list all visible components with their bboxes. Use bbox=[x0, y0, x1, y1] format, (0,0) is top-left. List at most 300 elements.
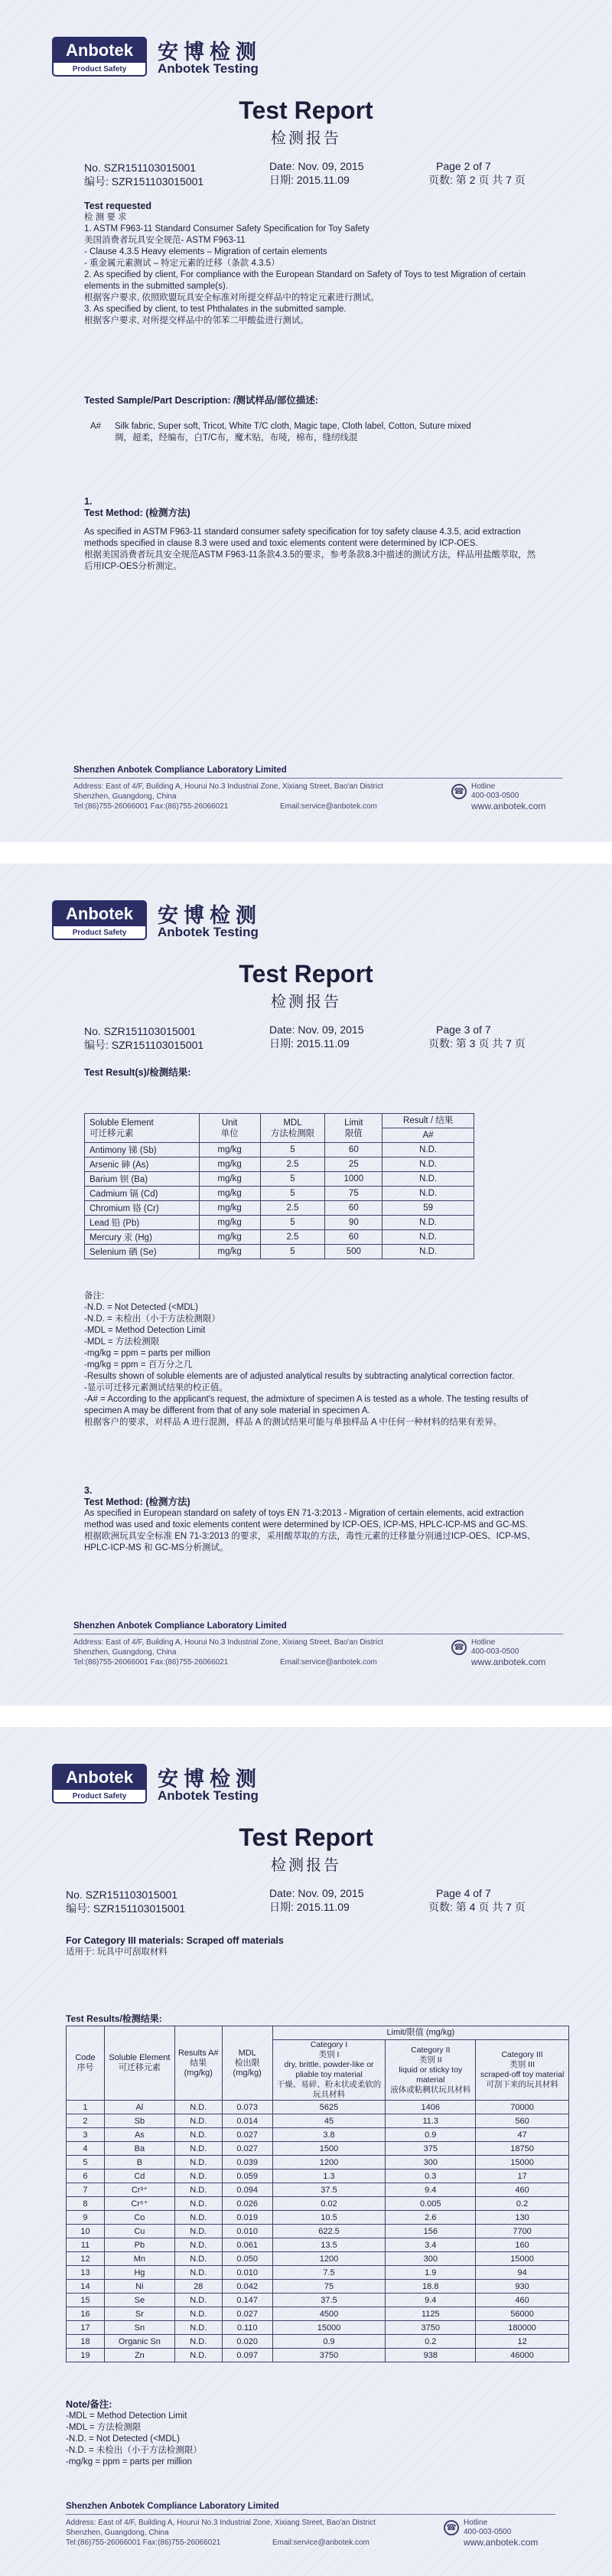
footer-website: www.anbotek.com bbox=[471, 801, 546, 811]
table-row bbox=[67, 2335, 569, 2349]
cell-code: 10 bbox=[67, 2225, 105, 2238]
cell-category-3-limit: 180000 bbox=[476, 2321, 569, 2335]
cell-result: 59 bbox=[382, 1201, 474, 1216]
report-subtitle: 检测报告 bbox=[271, 994, 341, 1010]
test-method-text-cn: 根据欧洲玩具安全标准 EN 71-3:2013 的要求，采用酸萃取的方法，毒性元素的迁移量分别通过ICP-OES、ICP-MS、HPLC-ICP-MS 和 GC-MS分析测试。 bbox=[84, 1532, 536, 1552]
table-row bbox=[67, 2170, 569, 2183]
test-method-3-section bbox=[84, 1485, 543, 1554]
test-requested-section bbox=[84, 201, 543, 327]
page-number-en: Page 4 of 7 bbox=[436, 1887, 491, 1899]
cell-category-1-limit: 37.5 bbox=[272, 2183, 386, 2197]
footer-website: www.anbotek.com bbox=[471, 1657, 546, 1667]
cell-category-1-limit: 0.9 bbox=[272, 2335, 386, 2349]
cell-category-2-limit: 11.3 bbox=[386, 2114, 476, 2128]
cell-unit: mg/kg bbox=[199, 1187, 260, 1201]
col-mdl: MDL 方法检测限 bbox=[260, 1114, 325, 1143]
cell-result: N.D. bbox=[174, 2238, 222, 2252]
test-method-section bbox=[84, 496, 543, 573]
cell-limit: 25 bbox=[325, 1157, 382, 1172]
cell-mdl: 2.5 bbox=[260, 1201, 325, 1216]
cell-category-2-limit: 9.4 bbox=[386, 2183, 476, 2197]
phone-icon: ☎ bbox=[444, 2520, 459, 2535]
anbotek-logo bbox=[52, 1764, 147, 1804]
cell-category-2-limit: 2.6 bbox=[386, 2211, 476, 2225]
footer-tel-fax: Tel:(86)755-26066001 Fax:(86)755-26066021 bbox=[66, 2538, 221, 2547]
cell-code: 4 bbox=[67, 2142, 105, 2156]
report-number-en: No. SZR151103015001 bbox=[84, 162, 197, 174]
results-table-caption: Test Results/检测结果: bbox=[66, 2013, 162, 2024]
cell-mdl: 0.147 bbox=[222, 2294, 272, 2307]
table-row bbox=[67, 2183, 569, 2197]
brand-name-cn: 安博检测 bbox=[158, 1768, 262, 1791]
notes-section bbox=[84, 1291, 543, 1428]
cell-result: 28 bbox=[174, 2280, 222, 2294]
report-title: Test Report bbox=[239, 96, 373, 124]
request-3: 3. As specified by client, to test Phthalates in the submitted sample. bbox=[84, 305, 347, 314]
cell-element: Hg bbox=[104, 2266, 174, 2280]
cell-category-3-limit: 560 bbox=[476, 2114, 569, 2128]
cell-code: 7 bbox=[67, 2183, 105, 2197]
cell-element: Sr bbox=[104, 2307, 174, 2321]
col-soluble-element: Soluble Element 可迁移元素 bbox=[85, 1114, 200, 1143]
logo-subtitle: Product Safety bbox=[54, 1790, 145, 1804]
cell-category-2-limit: 18.8 bbox=[386, 2280, 476, 2294]
cell-category-2-limit: 9.4 bbox=[386, 2294, 476, 2307]
table-row bbox=[85, 1157, 474, 1172]
page-number-cn: 页数: 第 3 页 共 7 页 bbox=[428, 1037, 526, 1050]
logo-subtitle: Product Safety bbox=[54, 926, 145, 940]
cell-code: 5 bbox=[67, 2156, 105, 2170]
table-row bbox=[67, 2142, 569, 2156]
cell-element: B bbox=[104, 2156, 174, 2170]
cell-element: Ni bbox=[104, 2280, 174, 2294]
sample-description bbox=[115, 421, 543, 444]
cell-limit: 60 bbox=[325, 1201, 382, 1216]
cell-category-1-limit: 3750 bbox=[272, 2349, 386, 2362]
cell-code: 11 bbox=[67, 2238, 105, 2252]
cell-category-1-limit: 15000 bbox=[272, 2321, 386, 2335]
soluble-elements-table bbox=[84, 1113, 474, 1259]
cell-element: Al bbox=[104, 2101, 174, 2114]
cell-category-3-limit: 0.2 bbox=[476, 2197, 569, 2211]
table-row bbox=[85, 1216, 474, 1230]
sample-description-cn: 绸，超柔，经编布，白T/C布，魔术贴，布唛，棉布，缝纫线混 bbox=[115, 433, 358, 442]
table-row bbox=[67, 2128, 569, 2142]
note-line: -mg/kg = ppm = parts per million bbox=[66, 2457, 192, 2467]
cell-result: N.D. bbox=[382, 1157, 474, 1172]
table-row bbox=[67, 2197, 569, 2211]
footer-address-city: Shenzhen, Guangdong, China bbox=[66, 2529, 169, 2537]
footer-hotline-label: Hotline bbox=[464, 2519, 488, 2527]
notes-heading: Note/备注: bbox=[66, 2399, 112, 2410]
report-number-cn: 编号: SZR151103015001 bbox=[66, 1902, 186, 1915]
test-method-heading: Test Method: (检测方法) bbox=[84, 1497, 190, 1507]
cell-element: Cu bbox=[104, 2225, 174, 2238]
cell-category-3-limit: 70000 bbox=[476, 2101, 569, 2114]
report-date-cn: 日期: 2015.11.09 bbox=[269, 1901, 350, 1913]
cell-code: 16 bbox=[67, 2307, 105, 2321]
sample-description-en: Silk fabric, Super soft, Tricot, White T/C cloth, Magic tape, Cloth label, Cotton, Suture mixed bbox=[115, 422, 471, 431]
cell-mdl: 0.027 bbox=[222, 2128, 272, 2142]
cell-result: N.D. bbox=[382, 1230, 474, 1245]
cell-result: N.D. bbox=[382, 1245, 474, 1259]
cell-result: N.D. bbox=[174, 2101, 222, 2114]
cell-mdl: 0.050 bbox=[222, 2252, 272, 2266]
method-number: 1. bbox=[84, 496, 93, 507]
cell-result: N.D. bbox=[174, 2252, 222, 2266]
anbotek-logo bbox=[52, 37, 147, 77]
col-limit: Limit 限值 bbox=[325, 1114, 382, 1143]
cell-limit: 75 bbox=[325, 1187, 382, 1201]
report-number-cn: 编号: SZR151103015001 bbox=[84, 1039, 204, 1051]
cell-result: N.D. bbox=[382, 1143, 474, 1157]
cell-limit: 60 bbox=[325, 1230, 382, 1245]
cell-limit: 60 bbox=[325, 1143, 382, 1157]
soluble-elements-rows bbox=[85, 1143, 474, 1259]
report-date-cn: 日期: 2015.11.09 bbox=[269, 174, 350, 186]
logo-name: Anbotek bbox=[66, 1768, 133, 1787]
cell-code: 1 bbox=[67, 2101, 105, 2114]
cell-mdl: 0.010 bbox=[222, 2266, 272, 2280]
cell-result: N.D. bbox=[174, 2266, 222, 2280]
col-result: Result / 结果 A# bbox=[382, 1114, 474, 1143]
cell-unit: mg/kg bbox=[199, 1216, 260, 1230]
cell-category-3-limit: 17 bbox=[476, 2170, 569, 2183]
cell-mdl: 2.5 bbox=[260, 1157, 325, 1172]
cell-unit: mg/kg bbox=[199, 1230, 260, 1245]
note-line: -N.D. = Not Detected (<MDL) bbox=[66, 2434, 180, 2444]
cell-result: N.D. bbox=[174, 2294, 222, 2307]
cell-code: 8 bbox=[67, 2197, 105, 2211]
col-category-1: Category I 类别 I dry, brittle, powder-like or pliable toy material 干燥、易碎、粉末状或柔软的玩具材料 bbox=[272, 2040, 386, 2101]
test-method-heading: Test Method: (检测方法) bbox=[84, 508, 190, 518]
cell-result: N.D. bbox=[174, 2307, 222, 2321]
cell-mdl: 5 bbox=[260, 1187, 325, 1201]
table-header-row bbox=[85, 1114, 474, 1143]
request-2-cn: 根据客户要求, 依照欧盟玩具安全标准对所提交样品中的特定元素进行测试。 bbox=[84, 293, 379, 302]
footer-tel-fax: Tel:(86)755-26066001 Fax:(86)755-26066021 bbox=[73, 802, 229, 811]
report-date-en: Date: Nov. 09, 2015 bbox=[269, 1024, 364, 1036]
cell-category-2-limit: 1.9 bbox=[386, 2266, 476, 2280]
cell-code: 6 bbox=[67, 2170, 105, 2183]
cell-element: Organic Sn bbox=[104, 2335, 174, 2349]
cell-mdl: 0.010 bbox=[222, 2225, 272, 2238]
anbotek-logo bbox=[52, 900, 147, 940]
report-subtitle: 检测报告 bbox=[271, 130, 341, 147]
cell-result: N.D. bbox=[174, 2114, 222, 2128]
col-code: Code 序号 bbox=[67, 2026, 105, 2101]
cell-code: 18 bbox=[67, 2335, 105, 2349]
footer-lab-name: Shenzhen Anbotek Compliance Laboratory Limited bbox=[73, 766, 287, 775]
cell-category-3-limit: 130 bbox=[476, 2211, 569, 2225]
note-line: -mg/kg = ppm = 百万分之几 bbox=[84, 1360, 193, 1370]
note-line: -MDL = 方法检测限 bbox=[66, 2423, 142, 2432]
cell-category-1-limit: 1200 bbox=[272, 2156, 386, 2170]
cell-category-3-limit: 12 bbox=[476, 2335, 569, 2349]
logo-name: Anbotek bbox=[66, 904, 133, 923]
note-line: -N.D. = 未检出（小于方法检测限） bbox=[66, 2446, 202, 2455]
footer-address-city: Shenzhen, Guangdong, China bbox=[73, 1648, 177, 1657]
cell-category-2-limit: 3750 bbox=[386, 2321, 476, 2335]
cell-mdl: 0.061 bbox=[222, 2238, 272, 2252]
cell-mdl: 0.094 bbox=[222, 2183, 272, 2197]
cell-element: Cr⁶⁺ bbox=[104, 2197, 174, 2211]
cell-category-3-limit: 460 bbox=[476, 2294, 569, 2307]
footer-lab-name: Shenzhen Anbotek Compliance Laboratory Limited bbox=[66, 2502, 279, 2511]
cell-result: N.D. bbox=[174, 2225, 222, 2238]
cell-category-1-limit: 10.5 bbox=[272, 2211, 386, 2225]
cell-mdl: 5 bbox=[260, 1172, 325, 1187]
note-line: -Results shown of soluble elements are of adjusted analytical results by subtracting analytical correction factor. bbox=[84, 1372, 515, 1381]
col-results: Results A# 结果 (mg/kg) bbox=[174, 2026, 222, 2101]
note-line: -N.D. = 未检出（小于方法检测限） bbox=[84, 1314, 220, 1324]
cell-mdl: 0.014 bbox=[222, 2114, 272, 2128]
cell-category-1-limit: 3.8 bbox=[272, 2128, 386, 2142]
table-row bbox=[67, 2156, 569, 2170]
cell-mdl: 0.110 bbox=[222, 2321, 272, 2335]
cell-result: N.D. bbox=[174, 2349, 222, 2362]
cell-unit: mg/kg bbox=[199, 1172, 260, 1187]
page-number-en: Page 3 of 7 bbox=[436, 1024, 491, 1036]
cell-element: Chromium 铬 (Cr) bbox=[85, 1201, 200, 1216]
brand-name-cn: 安博检测 bbox=[158, 41, 262, 64]
cell-category-3-limit: 930 bbox=[476, 2280, 569, 2294]
cell-category-3-limit: 460 bbox=[476, 2183, 569, 2197]
cell-mdl: 0.039 bbox=[222, 2156, 272, 2170]
report-number-cn: 编号: SZR151103015001 bbox=[84, 175, 204, 188]
note-line: -MDL = Method Detection Limit bbox=[66, 2411, 187, 2421]
cell-element: Mn bbox=[104, 2252, 174, 2266]
note-line: -mg/kg = ppm = parts per million bbox=[84, 1349, 210, 1358]
phone-icon: ☎ bbox=[451, 784, 467, 799]
table-row bbox=[67, 2280, 569, 2294]
footer-hotline-number: 400-003-0500 bbox=[471, 1647, 519, 1656]
test-method-text-cn: 根据美国消费者玩具安全规范ASTM F963-11条款4.3.5的要求，参考条款8.3中描述的测试方法，样品用盐酸萃取，然后用ICP-OES分析测定。 bbox=[84, 550, 536, 571]
cell-result: N.D. bbox=[174, 2197, 222, 2211]
cell-category-1-limit: 37.5 bbox=[272, 2294, 386, 2307]
brand-name-en: Anbotek Testing bbox=[158, 61, 259, 76]
cell-category-1-limit: 1500 bbox=[272, 2142, 386, 2156]
cell-category-2-limit: 300 bbox=[386, 2156, 476, 2170]
cell-category-2-limit: 1125 bbox=[386, 2307, 476, 2321]
cell-mdl: 2.5 bbox=[260, 1230, 325, 1245]
request-1-cn: 美国消费者玩具安全规范- ASTM F963-11 bbox=[84, 236, 246, 245]
cell-element: Arsenic 砷 (As) bbox=[85, 1157, 200, 1172]
table-row bbox=[67, 2307, 569, 2321]
footer-divider bbox=[73, 778, 563, 779]
brand-name-en: Anbotek Testing bbox=[158, 1788, 259, 1803]
cell-element: Sb bbox=[104, 2114, 174, 2128]
cell-element: Se bbox=[104, 2294, 174, 2307]
cell-category-2-limit: 938 bbox=[386, 2349, 476, 2362]
table-row bbox=[67, 2225, 569, 2238]
cell-code: 15 bbox=[67, 2294, 105, 2307]
table-row bbox=[67, 2114, 569, 2128]
cell-limit: 500 bbox=[325, 1245, 382, 1259]
cell-result: N.D. bbox=[382, 1172, 474, 1187]
cell-result: N.D. bbox=[174, 2321, 222, 2335]
brand-name-cn: 安博检测 bbox=[158, 904, 262, 927]
report-title: Test Report bbox=[239, 960, 373, 988]
report-page-4 bbox=[0, 1727, 612, 2576]
cell-mdl: 0.073 bbox=[222, 2101, 272, 2114]
table-row bbox=[67, 2101, 569, 2114]
cell-element: Cadmium 镉 (Cd) bbox=[85, 1187, 200, 1201]
table-row bbox=[85, 1187, 474, 1201]
cell-unit: mg/kg bbox=[199, 1201, 260, 1216]
cell-category-2-limit: 375 bbox=[386, 2142, 476, 2156]
category-section bbox=[66, 1935, 525, 1958]
page-number-cn: 页数: 第 2 页 共 7 页 bbox=[428, 174, 526, 186]
results-heading: Test Result(s)/检测结果: bbox=[84, 1067, 191, 1078]
category-heading: For Category III materials: Scraped off materials bbox=[66, 1935, 284, 1946]
cell-category-3-limit: 18750 bbox=[476, 2142, 569, 2156]
table-row bbox=[85, 1245, 474, 1259]
footer-hotline-number: 400-003-0500 bbox=[464, 2528, 512, 2536]
report-date-en: Date: Nov. 09, 2015 bbox=[269, 160, 364, 172]
cell-category-3-limit: 47 bbox=[476, 2128, 569, 2142]
table-row bbox=[67, 2238, 569, 2252]
cell-category-2-limit: 3.4 bbox=[386, 2238, 476, 2252]
report-date-en: Date: Nov. 09, 2015 bbox=[269, 1887, 364, 1899]
test-method-text: As specified in European standard on safety of toys EN 71-3:2013 - Migration of certain elements, acid extraction method was used and toxic elements content were determined by ICP-OES, ICP-MS, HPLC-ICP-MS and GC-MS. bbox=[84, 1509, 528, 1530]
test-requested-heading: Test requested bbox=[84, 201, 151, 211]
table-row bbox=[67, 2321, 569, 2335]
sample-id: A# bbox=[90, 422, 102, 431]
cell-code: 12 bbox=[67, 2252, 105, 2266]
cell-category-1-limit: 0.02 bbox=[272, 2197, 386, 2211]
cell-code: 19 bbox=[67, 2349, 105, 2362]
footer-email: Email:service@anbotek.com bbox=[280, 802, 377, 811]
footer-hotline-label: Hotline bbox=[471, 782, 496, 791]
table-row bbox=[85, 1201, 474, 1216]
cell-code: 9 bbox=[67, 2211, 105, 2225]
notes-list bbox=[66, 2411, 525, 2468]
cell-category-1-limit: 1.3 bbox=[272, 2170, 386, 2183]
cell-result: N.D. bbox=[382, 1187, 474, 1201]
request-2: 2. As specified by client, For compliance with the European Standard on Safety of Toys to test Migration of certain elements in the submitted sample(s). bbox=[84, 270, 526, 291]
cell-result: N.D. bbox=[174, 2183, 222, 2197]
footer-hotline-label: Hotline bbox=[471, 1638, 496, 1647]
sample-description-section bbox=[84, 395, 543, 406]
cell-unit: mg/kg bbox=[199, 1245, 260, 1259]
footer-hotline-number: 400-003-0500 bbox=[471, 792, 519, 800]
cell-category-1-limit: 622.5 bbox=[272, 2225, 386, 2238]
cell-category-1-limit: 5625 bbox=[272, 2101, 386, 2114]
cell-mdl: 0.042 bbox=[222, 2280, 272, 2294]
cell-unit: mg/kg bbox=[199, 1157, 260, 1172]
table-row bbox=[67, 2294, 569, 2307]
request-1b-cn: - 重金属元素测试 – 特定元素的迁移（条款 4.3.5） bbox=[84, 259, 280, 268]
cell-mdl: 0.027 bbox=[222, 2142, 272, 2156]
cell-result: N.D. bbox=[174, 2170, 222, 2183]
cell-mdl: 0.097 bbox=[222, 2349, 272, 2362]
report-date-cn: 日期: 2015.11.09 bbox=[269, 1037, 350, 1050]
report-title: Test Report bbox=[239, 1823, 373, 1851]
cell-code: 2 bbox=[67, 2114, 105, 2128]
cell-category-3-limit: 160 bbox=[476, 2238, 569, 2252]
cell-result: N.D. bbox=[174, 2128, 222, 2142]
cell-element: Co bbox=[104, 2211, 174, 2225]
cell-code: 13 bbox=[67, 2266, 105, 2280]
footer-email: Email:service@anbotek.com bbox=[272, 2538, 369, 2547]
footer-address: Address: East of 4/F, Building A, Hourui No.3 Industrial Zone, Xixiang Street, Bao'an District bbox=[73, 782, 383, 791]
footer-lab-name: Shenzhen Anbotek Compliance Laboratory Limited bbox=[73, 1621, 287, 1631]
footer-address: Address: East of 4/F, Building A, Hourui No.3 Industrial Zone, Xixiang Street, Bao'an District bbox=[66, 2519, 376, 2527]
page-number-cn: 页数: 第 4 页 共 7 页 bbox=[428, 1901, 526, 1913]
cell-code: 3 bbox=[67, 2128, 105, 2142]
cell-element: Cd bbox=[104, 2170, 174, 2183]
notes-section bbox=[66, 2399, 525, 2468]
cell-result: N.D. bbox=[382, 1216, 474, 1230]
cell-element: Zn bbox=[104, 2349, 174, 2362]
cell-category-2-limit: 0.9 bbox=[386, 2128, 476, 2142]
cell-element: Lead 铅 (Pb) bbox=[85, 1216, 200, 1230]
cell-category-3-limit: 15000 bbox=[476, 2156, 569, 2170]
cell-mdl: 0.020 bbox=[222, 2335, 272, 2349]
note-line: -A# = According to the applicant's request, the admixture of specimen A is tested as a whole. The testing results of specimen A may be different from that of any sole material in specimen A. bbox=[84, 1395, 529, 1415]
report-number-en: No. SZR151103015001 bbox=[84, 1025, 197, 1037]
report-page-3 bbox=[0, 864, 612, 1706]
report-number-en: No. SZR151103015001 bbox=[66, 1889, 178, 1901]
cell-limit: 1000 bbox=[325, 1172, 382, 1187]
cell-result: N.D. bbox=[174, 2142, 222, 2156]
cell-code: 14 bbox=[67, 2280, 105, 2294]
cell-category-1-limit: 45 bbox=[272, 2114, 386, 2128]
cell-category-2-limit: 0.3 bbox=[386, 2170, 476, 2183]
cell-mdl: 5 bbox=[260, 1245, 325, 1259]
cell-category-2-limit: 0.005 bbox=[386, 2197, 476, 2211]
cell-element: Cr³⁺ bbox=[104, 2183, 174, 2197]
cell-element: Barium 钡 (Ba) bbox=[85, 1172, 200, 1187]
table-row bbox=[67, 2266, 569, 2280]
cell-category-3-limit: 56000 bbox=[476, 2307, 569, 2321]
migration-results-table bbox=[66, 2026, 569, 2362]
request-1: 1. ASTM F963-11 Standard Consumer Safety Specification for Toy Safety bbox=[84, 224, 369, 233]
cell-category-3-limit: 15000 bbox=[476, 2252, 569, 2266]
note-line: 根据客户的要求，对样品 A 进行混测，样品 A 的测试结果可能与单独样品 A 中任何一种材料的结果有差异。 bbox=[84, 1418, 503, 1427]
cell-code: 17 bbox=[67, 2321, 105, 2335]
cell-category-2-limit: 0.2 bbox=[386, 2335, 476, 2349]
footer-address-city: Shenzhen, Guangdong, China bbox=[73, 792, 177, 801]
cell-mdl: 0.026 bbox=[222, 2197, 272, 2211]
note-line: -MDL = 方法检测限 bbox=[84, 1337, 160, 1347]
migration-results-rows bbox=[67, 2101, 569, 2362]
cell-category-3-limit: 94 bbox=[476, 2266, 569, 2280]
cell-result: N.D. bbox=[174, 2211, 222, 2225]
method-number: 3. bbox=[84, 1485, 93, 1496]
cell-mdl: 5 bbox=[260, 1216, 325, 1230]
cell-element: Pb bbox=[104, 2238, 174, 2252]
note-line: -显示可迁移元素测试结果的校正值。 bbox=[84, 1383, 228, 1392]
sample-description-heading: Tested Sample/Part Description: /测试样品/部位描述: bbox=[84, 395, 319, 406]
cell-category-1-limit: 7.5 bbox=[272, 2266, 386, 2280]
cell-category-1-limit: 4500 bbox=[272, 2307, 386, 2321]
cell-element: Mercury 汞 (Hg) bbox=[85, 1230, 200, 1245]
cell-category-1-limit: 13.5 bbox=[272, 2238, 386, 2252]
cell-element: Antimony 锑 (Sb) bbox=[85, 1143, 200, 1157]
footer-divider bbox=[66, 2514, 555, 2515]
col-category-3: Category III 类别 III scraped-off toy material 可刮下来的玩具材料 bbox=[476, 2040, 569, 2101]
table-row bbox=[85, 1143, 474, 1157]
notes-heading: 备注: bbox=[84, 1291, 105, 1301]
col-limit-group: Limit/限值 (mg/kg) bbox=[272, 2026, 568, 2040]
col-soluble-element: Soluble Element 可迁移元素 bbox=[104, 2026, 174, 2101]
cell-category-2-limit: 1406 bbox=[386, 2101, 476, 2114]
table-row bbox=[85, 1172, 474, 1187]
table-row bbox=[67, 2252, 569, 2266]
brand-name-en: Anbotek Testing bbox=[158, 925, 259, 939]
